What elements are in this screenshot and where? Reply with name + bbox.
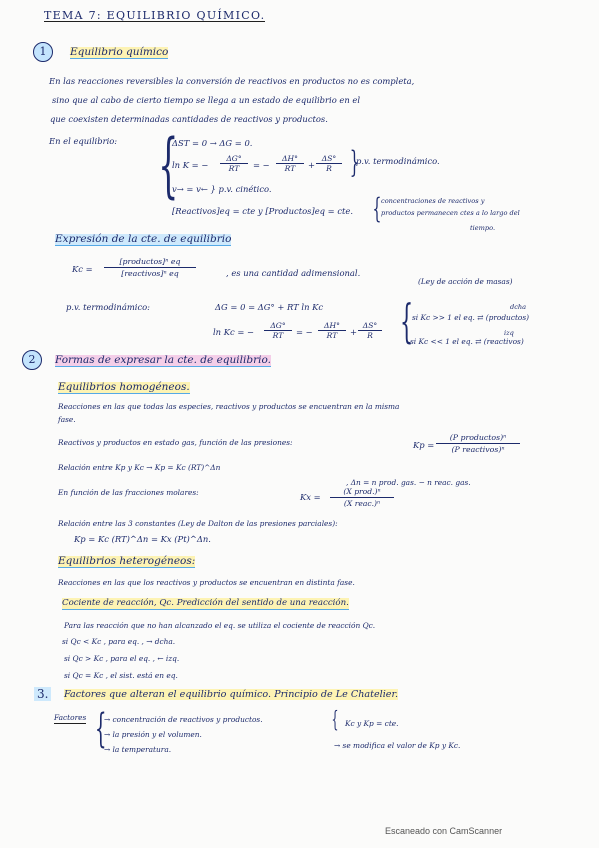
equilibrium-line-4: [Reactivos]eq = cte y [Productos]eq = cte. [172,206,354,216]
fraction-denominator: RT [272,331,284,340]
homogeneous-heading: Equilibrios homogéneos. [58,381,190,393]
section-2-heading: Formas de expresar la cte. de equilibrio. [55,354,271,366]
factor-1: → concentración de reactivos y productos. [104,715,263,724]
termo-brace: } [349,145,360,180]
scanner-footer: Escaneado con CamScanner [385,826,503,836]
kx-text: En función de las fracciones molares: [58,488,199,497]
fraction-numerator: ΔS° [316,154,342,164]
heterogeneous-heading: Equilibrios heterogéneos: [58,555,196,567]
equilibrium-line-2-mid: = − [253,160,270,170]
section-2-number: 2 [22,350,42,370]
reaction-quotient-desc: Para las reacción que no han alcanzado el eq. se utiliza el cociente de reacción Qc. [64,621,376,630]
pv-line-1: ΔG = 0 = ΔG° + RT ln Kc [215,302,324,312]
constants-relation: Relación entre las 3 constantes (Ley de Dalton de las presiones parciales): [58,519,338,528]
fraction-denominator: RT [228,164,240,173]
fraction-numerator: ΔG° [264,321,292,331]
section-1-heading: Equilibrio químico [70,46,169,58]
reaction-quotient-heading: Cociente de reacción, Qc. Predicción del sentido de una reacción. [62,598,349,608]
quotient-row-2: si Qc > Kc , para el eq. , ← izq. [64,654,180,663]
quotient-row-1: si Qc < Kc , para eq. , → dcha. [62,637,176,646]
fraction-denominator: [reactivos]ⁿ eq [121,269,179,278]
factor-3: → la temperatura. [104,745,172,754]
page-title: TEMA 7: EQUILIBRIO QUÍMICO. [44,9,266,22]
equilibrium-note-1: concentraciones de reactivos y [381,197,485,205]
pv-termodinamico-label: p.v. termodinámico. [356,156,440,166]
condition-1-tag: dcha [510,303,527,311]
pv-line-2-lhs: ln Kc = − [213,327,255,337]
equilibrium-line-2-plus: + [308,160,316,170]
factors-note-brace: { [331,708,339,733]
constants-relation-equation: Kp = Kc (RT)^Δn = Kx (Pt)^Δn. [74,534,211,544]
equilibrium-fraction-1 [220,154,248,173]
fraction-numerator: ΔH° [276,154,304,164]
section-3-heading: Factores que alteran el equilibrio químico. Principio de Le Chatelier. [64,689,399,700]
fraction-denominator: R [326,164,332,173]
kc-lhs: Kc = [72,264,93,274]
quotient-row-3: si Qc = Kc , el sist. está en eq. [64,671,178,680]
fraction-numerator: [productos]ⁿ eq [104,256,196,268]
kp-lhs: Kp = [413,440,435,450]
fraction-numerator: (X prod.)ⁿ [330,486,394,498]
equilibrium-line-3: v→ = v← } p.v. cinético. [172,184,272,194]
expression-heading: Expresión de la cte. de equilibrio [55,233,232,245]
kc-law: (Ley de acción de masas) [418,277,513,286]
delta-n-definition: , Δn = n prod. gas. − n reac. gas. [346,478,471,487]
intro-line-3: que coexisten determinadas cantidades de reactivos y productos. [50,114,328,124]
equilibrium-fraction-3 [316,154,342,173]
intro-line-2: sino que al cabo de cierto tiempo se llega a un estado de equilibrio en el [52,95,361,105]
conditions-brace: { [400,294,414,348]
condition-2: si Kc << 1 el eq. ⇄ (reactivos) [410,337,524,346]
pv-line-2-mid: = − [296,327,313,337]
equilibrium-line-2-lhs: ln K = − [172,160,209,170]
kc-note: , es una cantidad adimensional. [226,268,361,278]
fraction-denominator: RT [284,164,296,173]
pv-line-2-plus: + [350,327,358,337]
kp-fraction [436,432,520,455]
section-1-number: 1 [33,42,53,62]
condition-1: si Kc >> 1 el eq. ⇄ (productos) [412,313,530,322]
homogeneous-desc: Reacciones en las que todas las especies, reactivos y productos se encuentran en la misma [58,402,400,411]
kx-fraction [330,486,394,509]
factor-2: → la presión y el volumen. [104,730,202,739]
factors-brace: { [94,706,107,752]
heterogeneous-desc: Reacciones en las que los reactivos y productos se encuentran en distinta fase. [58,578,355,587]
kp-text: Reactivos y productos en estado gas, función de las presiones: [58,438,293,447]
intro-line-1: En las reacciones reversibles la conversión de reactivos en productos no es completa, [49,76,415,86]
equilibrium-line-1: ΔST = 0 → ΔG = 0. [172,138,253,148]
equilibrium-fraction-2 [276,154,304,173]
equilibrium-note-3: tiempo. [470,224,496,232]
factors-note-2: → se modifica el valor de Kp y Kc. [334,741,461,750]
fraction-denominator: (P reactivos)ⁿ [451,445,505,454]
section-3-number: 3. [34,687,51,701]
kx-lhs: Kx = [300,492,321,502]
condition-2-tag: izq [504,329,514,337]
fraction-numerator: ΔG° [220,154,248,164]
fraction-numerator: ΔH° [318,321,346,331]
equilibrium-note-2: productos permanecen ctes a lo largo del [381,209,520,217]
equilibrium-label: En el equilibrio: [49,136,118,146]
pv-fraction-2 [318,321,346,340]
kp-kc-relation: Relación entre Kp y Kc → Kp = Kc (RT)^Δn [58,463,221,472]
equilibrium-brace: { [158,124,179,206]
note-brace: { [372,192,382,225]
pv-fraction-3 [358,321,382,340]
kc-fraction [104,256,196,279]
factors-label: Factores [54,713,87,722]
fraction-denominator: RT [326,331,338,340]
fraction-numerator: (P productos)ⁿ [436,432,520,444]
fraction-denominator: (X reac.)ⁿ [343,499,381,508]
fraction-denominator: R [367,331,373,340]
pv-label: p.v. termodinámico: [66,302,150,312]
factors-note-1: Kc y Kp = cte. [345,719,399,728]
pv-fraction-1 [264,321,292,340]
fraction-numerator: ΔS° [358,321,382,331]
homogeneous-desc-2: fase. [58,415,76,424]
